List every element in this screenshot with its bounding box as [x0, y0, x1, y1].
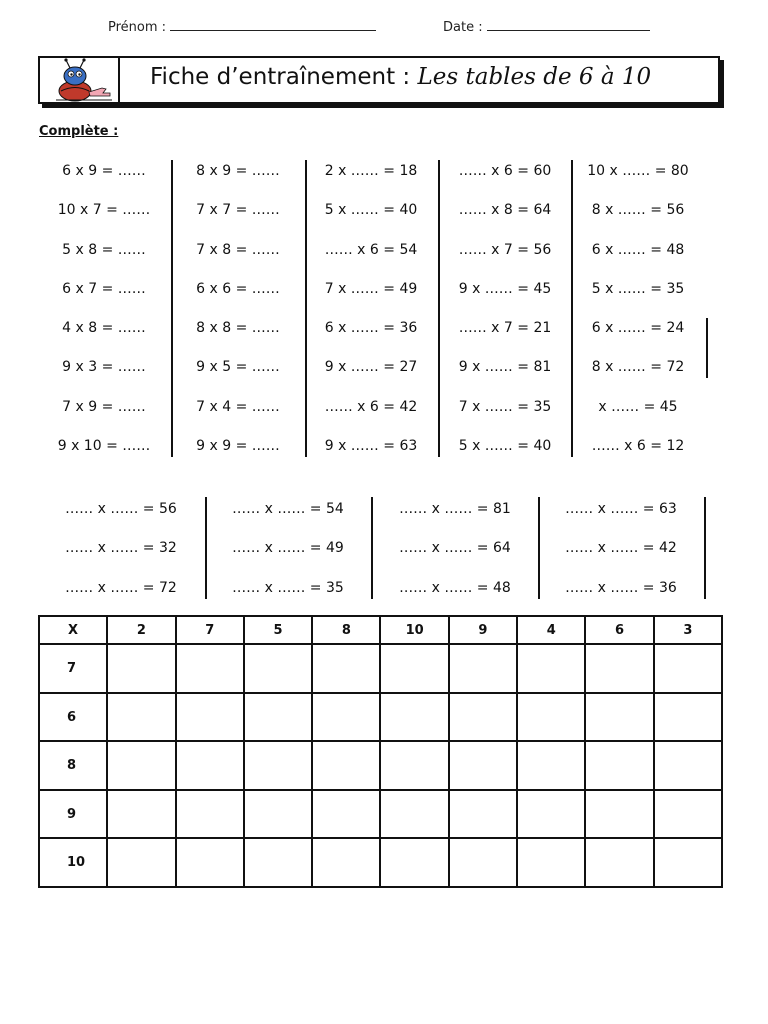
exercise-item[interactable]: …… x 7 = 21	[458, 320, 552, 337]
exercise-column-1	[37, 155, 171, 469]
exercise-item[interactable]: 9 x 9 = ……	[196, 438, 280, 455]
grid-answer-cell[interactable]	[449, 790, 517, 839]
exercise-item[interactable]: 5 x …… = 35	[591, 280, 685, 297]
grid-answer-cell[interactable]	[107, 790, 175, 839]
grid-answer-cell[interactable]	[585, 838, 653, 887]
grid-row	[39, 644, 722, 693]
grid-answer-cell[interactable]	[517, 838, 585, 887]
grid-answer-cell[interactable]	[107, 741, 175, 790]
exercise-column-5	[571, 155, 705, 469]
grid-answer-cell[interactable]	[107, 838, 175, 887]
exercise-item[interactable]: 7 x …… = 49	[324, 280, 418, 297]
grid-answer-cell[interactable]	[517, 741, 585, 790]
grid-answer-cell[interactable]	[244, 644, 312, 693]
column-divider	[704, 497, 706, 599]
exercise-item[interactable]: …… x …… = 63	[565, 501, 677, 517]
column-divider	[438, 160, 440, 457]
exercise-item[interactable]: 6 x 7 = ……	[62, 280, 146, 297]
grid-answer-cell[interactable]	[585, 741, 653, 790]
grid-answer-cell[interactable]	[176, 644, 244, 693]
grid-row	[39, 838, 722, 887]
exercise-item[interactable]: 10 x 7 = ……	[57, 202, 151, 219]
grid-answer-cell[interactable]	[107, 644, 175, 693]
exercise-item[interactable]: …… x …… = 36	[565, 579, 677, 596]
exercise-item[interactable]: 5 x …… = 40	[458, 438, 552, 455]
grid-answer-cell[interactable]	[585, 790, 653, 839]
title-banner	[38, 56, 720, 104]
grid-answer-cell[interactable]	[517, 693, 585, 742]
exercise-item[interactable]: 5 x 8 = ……	[62, 241, 146, 258]
grid-answer-cell[interactable]	[517, 644, 585, 693]
grid-header-row	[39, 616, 722, 644]
grid-answer-cell[interactable]	[654, 838, 722, 887]
exercise-item[interactable]: …… x 8 = 64	[458, 202, 552, 219]
column-divider	[305, 160, 307, 457]
grid-row-header: 6	[39, 693, 107, 742]
exercise-column-b2	[205, 494, 371, 612]
grid-col-header: 5	[244, 616, 312, 644]
grid-answer-cell[interactable]	[244, 790, 312, 839]
grid-col-header: 4	[517, 616, 585, 644]
grid-answer-cell[interactable]	[380, 838, 448, 887]
exercise-column-2	[171, 155, 305, 469]
prenom-label: Prénom :	[108, 20, 167, 35]
exercise-column-b1	[38, 494, 204, 612]
grid-row-header: 10	[39, 838, 107, 887]
exercise-item[interactable]: 8 x 9 = ……	[196, 163, 280, 179]
grid-answer-cell[interactable]	[244, 838, 312, 887]
grid-answer-cell[interactable]	[176, 790, 244, 839]
exercise-item[interactable]: 5 x …… = 40	[324, 202, 418, 219]
grid-answer-cell[interactable]	[312, 693, 380, 742]
logo-cell	[40, 58, 120, 102]
exercise-item[interactable]: 8 x 8 = ……	[196, 320, 280, 337]
ladybug-mascot-icon	[40, 58, 118, 102]
grid-col-header: 2	[107, 616, 175, 644]
grid-answer-cell[interactable]	[176, 838, 244, 887]
exercise-item[interactable]: 2 x …… = 18	[324, 163, 418, 179]
exercise-item[interactable]: …… x …… = 32	[65, 540, 177, 557]
exercise-item[interactable]: 8 x …… = 56	[591, 202, 685, 219]
grid-answer-cell[interactable]	[380, 644, 448, 693]
grid-col-header: 9	[449, 616, 517, 644]
exercise-item[interactable]: 8 x …… = 72	[591, 359, 685, 376]
exercise-item[interactable]: 6 x …… = 24	[591, 320, 685, 337]
exercise-item[interactable]: …… x …… = 35	[232, 579, 344, 596]
column-divider	[571, 160, 573, 457]
grid-answer-cell[interactable]	[176, 741, 244, 790]
prenom-field	[108, 18, 376, 35]
instruction-label: Complète :	[39, 124, 119, 139]
exercise-item[interactable]: 9 x …… = 81	[458, 359, 552, 376]
exercise-item[interactable]: 10 x …… = 80	[587, 163, 689, 179]
grid-answer-cell[interactable]	[380, 693, 448, 742]
exercise-item[interactable]: …… x …… = 56	[65, 501, 177, 517]
exercise-item[interactable]: 9 x 3 = ……	[62, 359, 146, 376]
date-label: Date :	[443, 20, 483, 35]
grid-answer-cell[interactable]	[107, 693, 175, 742]
exercise-item[interactable]: 9 x …… = 63	[324, 438, 418, 455]
exercise-item[interactable]: 9 x 10 = ……	[57, 438, 151, 455]
exercise-column-b4	[538, 494, 704, 612]
exercise-item[interactable]: …… x 6 = 12	[591, 438, 685, 455]
exercise-item[interactable]: …… x 6 = 60	[458, 163, 552, 179]
grid-col-header: 7	[176, 616, 244, 644]
exercise-item[interactable]: 7 x 7 = ……	[196, 202, 280, 219]
exercise-item[interactable]: …… x 6 = 54	[324, 241, 418, 258]
exercise-item[interactable]: 4 x 8 = ……	[62, 320, 146, 337]
exercise-item[interactable]: 9 x …… = 27	[324, 359, 418, 376]
grid-col-header: 3	[654, 616, 722, 644]
grid-row-header: 8	[39, 741, 107, 790]
grid-corner-label: X	[39, 616, 107, 644]
grid-answer-cell[interactable]	[176, 693, 244, 742]
exercise-item[interactable]: …… x …… = 54	[232, 501, 344, 517]
exercise-item[interactable]: …… x …… = 42	[565, 540, 677, 557]
exercise-item[interactable]: 7 x 4 = ……	[196, 398, 280, 415]
grid-answer-cell[interactable]	[312, 790, 380, 839]
exercise-item[interactable]: 9 x …… = 45	[458, 280, 552, 297]
column-divider	[706, 318, 708, 378]
grid-answer-cell[interactable]	[380, 790, 448, 839]
exercise-item[interactable]: …… x …… = 49	[232, 540, 344, 557]
grid-answer-cell[interactable]	[312, 838, 380, 887]
grid-answer-cell[interactable]	[654, 790, 722, 839]
exercise-item[interactable]: 6 x 6 = ……	[196, 280, 280, 297]
column-divider	[205, 497, 207, 599]
grid-row	[39, 741, 722, 790]
exercise-column-4	[438, 155, 572, 469]
grid-answer-cell[interactable]	[449, 644, 517, 693]
exercise-item[interactable]: 7 x 9 = ……	[62, 398, 146, 415]
grid-answer-cell[interactable]	[244, 693, 312, 742]
grid-answer-cell[interactable]	[312, 644, 380, 693]
column-divider	[371, 497, 373, 599]
exercise-item[interactable]: 6 x 9 = ……	[62, 163, 146, 179]
grid-answer-cell[interactable]	[517, 790, 585, 839]
grid-answer-cell[interactable]	[585, 693, 653, 742]
grid-row-header: 7	[39, 644, 107, 693]
exercise-item[interactable]: 9 x 5 = ……	[196, 359, 280, 376]
grid-answer-cell[interactable]	[380, 741, 448, 790]
grid-col-header: 10	[380, 616, 448, 644]
grid-row	[39, 790, 722, 839]
date-field	[443, 18, 650, 35]
grid-row-header: 9	[39, 790, 107, 839]
grid-answer-cell[interactable]	[312, 741, 380, 790]
grid-answer-cell[interactable]	[244, 741, 312, 790]
exercise-item[interactable]: …… x 6 = 42	[324, 398, 418, 415]
exercise-item[interactable]: …… x 7 = 56	[458, 241, 552, 258]
grid-answer-cell[interactable]	[449, 693, 517, 742]
title-sub: Les tables de 6 à 10	[417, 64, 652, 90]
multiplication-grid	[38, 615, 723, 888]
date-blank[interactable]	[487, 18, 650, 31]
grid-answer-cell[interactable]	[654, 644, 722, 693]
column-divider	[171, 160, 173, 457]
grid-row	[39, 693, 722, 742]
exercise-item[interactable]: …… x …… = 72	[65, 579, 177, 596]
exercise-item[interactable]: 7 x 8 = ……	[196, 241, 280, 258]
exercise-item[interactable]: …… x …… = 64	[399, 540, 511, 557]
exercise-item[interactable]: x …… = 45	[598, 398, 678, 415]
exercise-item[interactable]: 6 x …… = 48	[591, 241, 685, 258]
exercise-item[interactable]: 6 x …… = 36	[324, 320, 418, 337]
grid-answer-cell[interactable]	[654, 693, 722, 742]
title-main: Fiche d’entraînement :	[150, 64, 411, 90]
grid-answer-cell[interactable]	[449, 741, 517, 790]
prenom-blank[interactable]	[170, 18, 376, 31]
column-divider	[538, 497, 540, 599]
exercise-item[interactable]: 7 x …… = 35	[458, 398, 552, 415]
grid-col-header: 6	[585, 616, 653, 644]
exercise-column-b3	[372, 494, 538, 612]
grid-answer-cell[interactable]	[654, 741, 722, 790]
exercise-item[interactable]: …… x …… = 81	[399, 501, 511, 517]
exercise-item[interactable]: …… x …… = 48	[399, 579, 511, 596]
page-title	[150, 64, 651, 90]
exercise-column-3	[304, 155, 438, 469]
grid-answer-cell[interactable]	[449, 838, 517, 887]
grid-answer-cell[interactable]	[585, 644, 653, 693]
grid-col-header: 8	[312, 616, 380, 644]
